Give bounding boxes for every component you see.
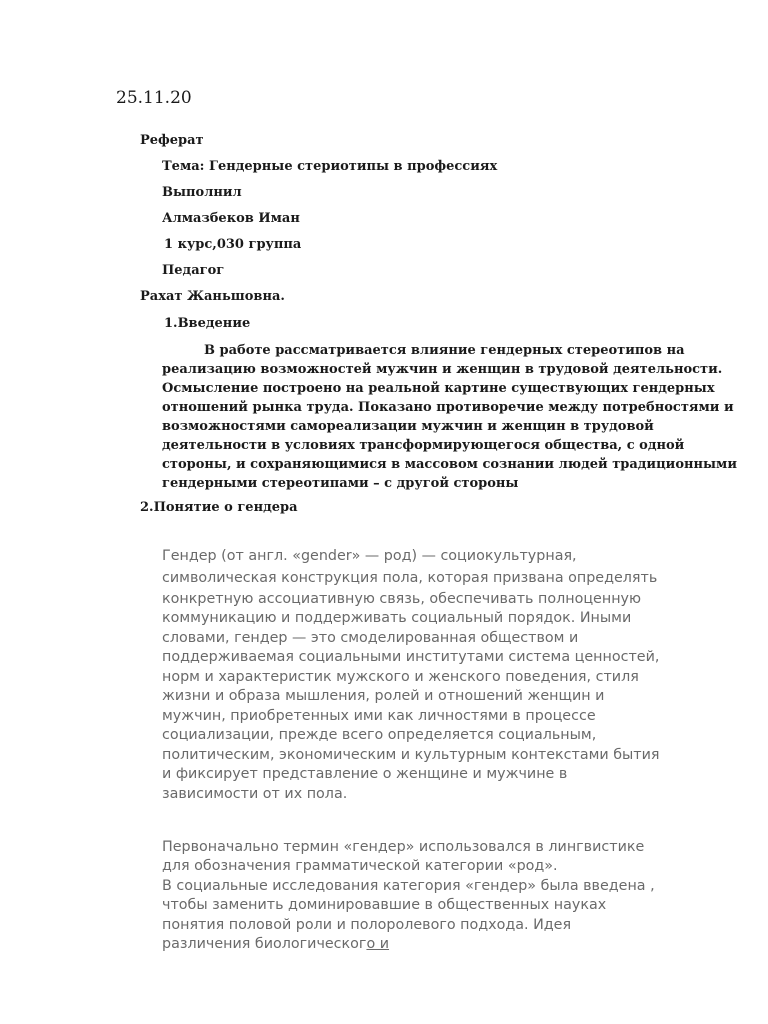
paragraph-line: чтобы заменить доминировавшие в общественных науках <box>162 897 607 913</box>
teacher-label: Педагог <box>162 263 225 278</box>
paragraph-line: норм и характеристик мужского и женского поведения, стиля <box>162 669 639 685</box>
paragraph-line: поддерживаемая социальными институтами система ценностей, <box>162 649 660 665</box>
paragraph-text: различения биологическог <box>162 936 367 952</box>
section1-line: стороны, и сохраняющимися в массовом сознании людей традиционными <box>162 457 737 472</box>
paragraph-last-line <box>162 935 389 954</box>
paragraph-line: конкретную ассоциативную связь, обеспечивать полноценную <box>162 591 642 607</box>
section1-line: реализацию возможностей мужчин и женщин в трудовой деятельности. <box>162 362 723 377</box>
course-group: 1 курс,030 группа <box>164 237 302 252</box>
section1-line: возможностями самореализации мужчин и женщин в трудовой <box>162 419 654 434</box>
paragraph-line: символическая конструкция пола, которая призвана определять <box>162 570 658 586</box>
paragraph-line: для обозначения грамматической категории «род». <box>162 858 558 874</box>
paragraph-line: политическим, экономическим и культурным контекстами бытия <box>162 747 660 763</box>
section2-heading: 2.Понятие о гендера <box>140 500 298 515</box>
section1-heading: 1.Введение <box>164 316 251 331</box>
performed-by-label: Выполнил <box>162 185 242 200</box>
student-name: Алмазбеков Иман <box>162 211 300 226</box>
paragraph-line: коммуникацию и поддерживать социальный порядок. Иными <box>162 610 632 626</box>
paragraph-line: Гендер (от англ. «gender» — род) — социокультурная, <box>162 548 577 564</box>
section1-line: В работе рассматривается влияние гендерных стереотипов на <box>204 343 685 358</box>
paragraph-line: словами, гендер — это смоделированная обществом и <box>162 630 579 646</box>
section1-line: деятельности в условиях трансформирующегося общества, с одной <box>162 438 685 453</box>
document-type-label: Реферат <box>140 133 204 148</box>
paragraph-line: зависимости от их пола. <box>162 786 348 802</box>
paragraph-line: и фиксирует представление о женщине и мужчине в <box>162 766 568 782</box>
paragraph-line: мужчин, приобретенных ими как личностями в процессе <box>162 708 596 724</box>
paragraph-line: социализации, прежде всего определяется социальным, <box>162 727 597 743</box>
section1-line: отношений рынка труда. Показано противоречие между потребностями и <box>162 400 734 415</box>
teacher-name: Рахат Жаньшовна. <box>140 289 285 304</box>
document-date: 25.11.20 <box>116 88 192 108</box>
underlined-fragment: о и <box>366 936 390 952</box>
section1-line: гендерными стереотипами – с другой стороны <box>162 476 519 491</box>
topic-line: Тема: Гендерные стериотипы в профессиях <box>162 159 498 174</box>
paragraph-line: Первоначально термин «гендер» использовался в лингвистике <box>162 839 645 855</box>
section1-line: Осмысление построено на реальной картине существующих гендерных <box>162 381 715 396</box>
paragraph-line: жизни и образа мышления, ролей и отношений женщин и <box>162 688 605 704</box>
paragraph-line: понятия половой роли и полоролевого подхода. Идея <box>162 917 572 933</box>
paragraph-line: В социальные исследования категория «гендер» была введена , <box>162 878 655 894</box>
